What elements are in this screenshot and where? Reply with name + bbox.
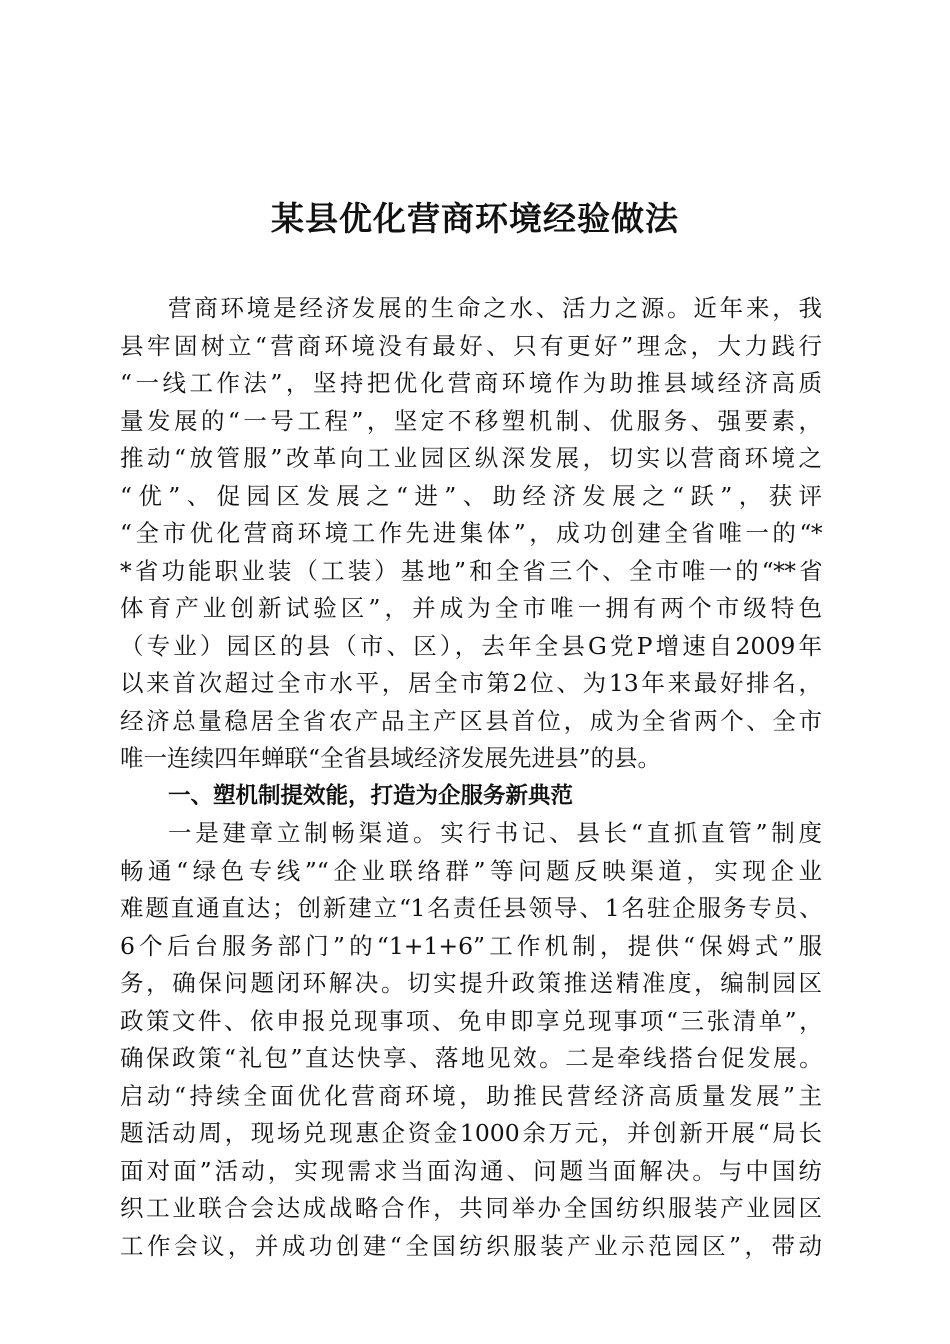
paragraph-line: 政策文件、依申报兑现事项、免申即享兑现事项“三张清单”， (120, 1006, 822, 1035)
paragraph-line: 工作会议，并成功创建“全国纺织服装产业示范园区”，带动 (120, 1231, 822, 1260)
paragraph-line: （专业）园区的县（市、区），去年全县G党P增速自2009年 (120, 631, 822, 660)
paragraph-line: 织工业联合会达成战略合作，共同举办全国纺织服装产业园区 (120, 1194, 822, 1222)
paragraph-line: 一是建章立制畅渠道。实行书记、县长“直抓直管”制度 (168, 819, 822, 847)
paragraph-line: 推动“放管服”改革向工业园区纵深发展，切实以营商环境之 (120, 444, 822, 472)
paragraph-line: 量发展的“一号工程”，坚定不移塑机制、优服务、强要素， (120, 406, 822, 435)
document-title: 某县优化营商环境经验做法 (271, 199, 679, 238)
paragraph-line: 营商环境是经济发展的生命之水、活力之源。近年来，我 (168, 294, 822, 322)
paragraph-line: 畅通“绿色专线”“企业联络群”等问题反映渠道，实现企业 (120, 856, 822, 885)
paragraph-line: 经济总量稳居全省农产品主产区县首位，成为全省两个、全市 (120, 706, 822, 735)
paragraph-line: 确保政策“礼包”直达快享、落地见效。二是牵线搭台促发展。 (120, 1044, 822, 1072)
document-body (120, 290, 822, 1265)
paragraph-line: 体育产业创新试验区”，并成为全市唯一拥有两个市级特色 (120, 594, 822, 622)
paragraph-line: 难题直通直达；创新建立“1名责任县领导、1名驻企服务专员、 (120, 894, 822, 922)
paragraph-line: 题活动周，现场兑现惠企资金1000余万元，并创新开展“局长 (120, 1119, 822, 1147)
paragraph-line: 县牢固树立“营商环境没有最好、只有更好”理念，大力践行 (120, 331, 822, 360)
paragraph-line: 面对面”活动，实现需求当面沟通、问题当面解决。与中国纺 (120, 1156, 822, 1185)
paragraph-line: 6个后台服务部门”的“1+1+6”工作机制，提供“保姆式”服 (120, 931, 822, 960)
paragraph-line: 启动“持续全面优化营商环境，助推民营经济高质量发展”主 (120, 1081, 822, 1110)
paragraph-line: 务，确保问题闭环解决。切实提升政策推送精准度，编制园区 (120, 969, 822, 997)
paragraph-line: “全市优化营商环境工作先进集体”，成功创建全省唯一的“* (120, 519, 822, 547)
paragraph-line: “优”、促园区发展之“进”、助经济发展之“跃”，获评 (120, 481, 822, 510)
paragraph-line: “一线工作法”，坚持把优化营商环境作为助推县域经济高质 (120, 369, 822, 397)
paragraph-line: 以来首次超过全市水平，居全市第2位、为13年来最好排名， (120, 669, 822, 697)
section-heading: 一、塑机制提效能，打造为企服务新典范 (168, 782, 574, 809)
paragraph-line: 唯一连续四年蝉联“全省县域经济发展先进县”的县。 (120, 744, 662, 772)
paragraph-line: *省功能职业装（工装）基地”和全省三个、全市唯一的“**省 (120, 556, 822, 585)
